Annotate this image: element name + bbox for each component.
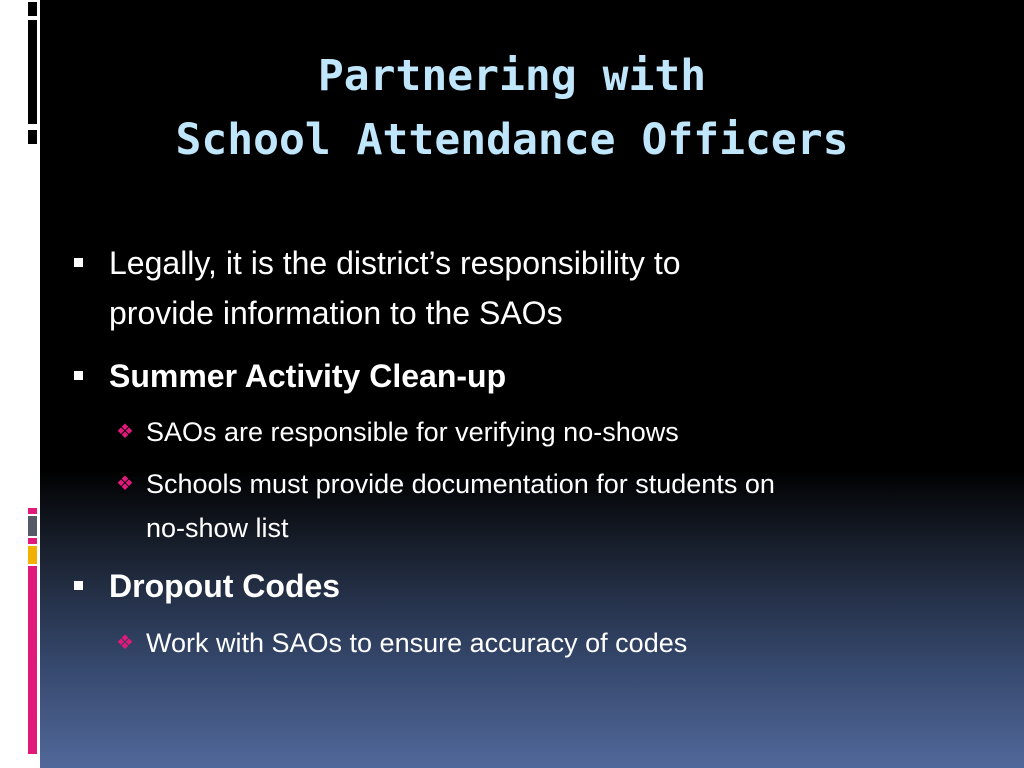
- bullet-text-line: Dropout Codes: [109, 568, 341, 604]
- diamond-bullet-icon: ❖: [116, 473, 134, 495]
- sub-bullet-item: [116, 621, 688, 665]
- sub-bullet-text-line: Work with SAOs to ensure accuracy of codes: [146, 628, 688, 658]
- diamond-bullet-icon: ❖: [116, 421, 134, 443]
- sub-bullet-text-line: SAOs are responsible for verifying no-shows: [146, 417, 679, 447]
- square-bullet-icon: [74, 581, 83, 590]
- bullet-item: [109, 351, 506, 401]
- sub-bullet-item: [116, 462, 775, 550]
- bullet-text-line: Legally, it is the district’s responsibility to: [109, 245, 681, 281]
- slide-title-line-1: Partnering with: [317, 51, 707, 101]
- bullet-item: [109, 238, 681, 338]
- bullet-text-line: Summer Activity Clean-up: [109, 358, 507, 394]
- square-bullet-icon: [74, 371, 83, 380]
- diamond-bullet-icon: ❖: [116, 632, 134, 654]
- sub-bullet-item: [116, 410, 679, 454]
- sub-bullet-text-line: no-show list: [146, 513, 289, 543]
- bullet-item: [109, 561, 340, 611]
- bullet-text-line: provide information to the SAOs: [109, 295, 563, 331]
- square-bullet-icon: [74, 258, 83, 267]
- sub-bullet-text-line: Schools must provide documentation for students on: [146, 469, 775, 499]
- slide-title-line-2: School Attendance Officers: [175, 115, 849, 165]
